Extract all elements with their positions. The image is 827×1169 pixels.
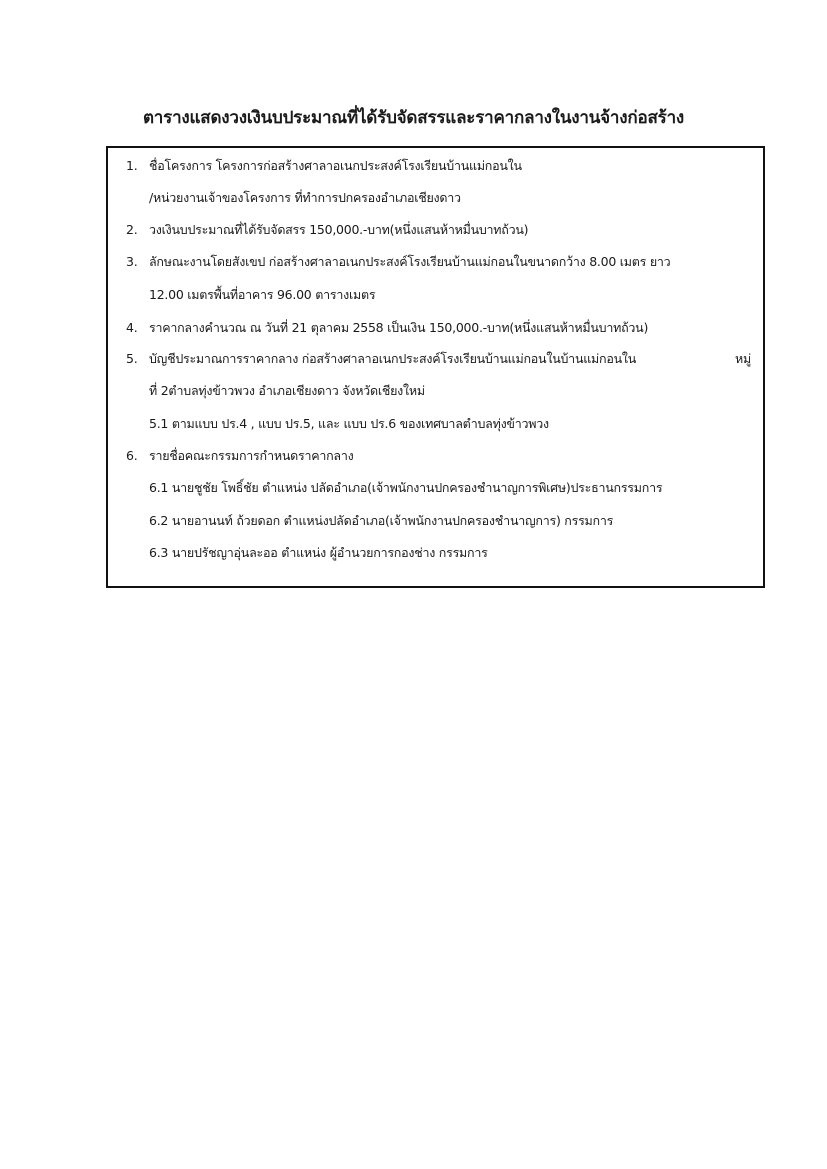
item-text: ลักษณะงานโดยสังเขป ก่อสร้างศาลาอเนกประสงค์โรงเรียนบ้านแม่กอนในขนาดกว้าง 8.00 เมตร ยาว bbox=[149, 254, 671, 269]
item-number: 1. bbox=[126, 158, 138, 173]
document-title: ตารางแสดงวงเงินบประมาณที่ได้รับจัดสรรและราคากลางในงานจ้างก่อสร้าง bbox=[142, 108, 685, 128]
item-text: บัญชีประมาณการราคากลาง ก่อสร้างศาลาอเนกประสงค์โรงเรียนบ้านแม่กอนในบ้านแม่กอนใน bbox=[149, 351, 637, 366]
item-text: ที่ 2ตำบลทุ่งข้าวพวง อำเภอเชียงดาว จังหวัดเชียงใหม่ bbox=[149, 383, 425, 398]
item-text: 6.1 นายชูชัย โพธิ์ชัย ตำแหน่ง ปลัดอำเภอ(เจ้าพนักงานปกครองชำนาญการพิเศษ)ประธานกรรมการ bbox=[149, 480, 663, 495]
item-text: วงเงินบประมาณที่ได้รับจัดสรร 150,000.-บาท(หนึ่งแสนห้าหมื่นบาทถ้วน) bbox=[149, 222, 529, 237]
item-number: 5. bbox=[126, 351, 138, 366]
item-2-line bbox=[108, 215, 763, 245]
item-5-line bbox=[108, 344, 763, 374]
item-6-2-line bbox=[108, 506, 763, 536]
item-4-line bbox=[108, 313, 763, 343]
item-number: 2. bbox=[126, 222, 138, 237]
item-text: 6.2 นายอานนท์ ถ้วยดอก ตำแหน่งปลัดอำเภอ(เจ้าพนักงานปกครองชำนาญการ) กรรมการ bbox=[149, 513, 614, 528]
item-text: 12.00 เมตรพื้นที่อาคาร 96.00 ตารางเมตร bbox=[149, 287, 376, 302]
item-6-3-line bbox=[108, 538, 763, 568]
item-number: 4. bbox=[126, 320, 138, 335]
item-text: 6.3 นายปรัชญาอุ่นละออ ตำแหน่ง ผู้อำนวยการกองช่าง กรรมการ bbox=[149, 545, 488, 560]
item-number: 6. bbox=[126, 448, 138, 463]
item-5-1-line bbox=[108, 409, 763, 439]
item-text: /หน่วยงานเจ้าของโครงการ ที่ทำการปกครองอำเภอเชียงดาว bbox=[149, 190, 461, 205]
item-6-1-line bbox=[108, 473, 763, 503]
item-1-line bbox=[108, 151, 763, 181]
item-number: 3. bbox=[126, 254, 138, 269]
item-5-continuation bbox=[108, 376, 763, 406]
item-text: รายชื่อคณะกรรมการกำหนดราคากลาง bbox=[149, 448, 354, 463]
item-3-line bbox=[108, 247, 763, 277]
item-text: ราคากลางคำนวณ ณ วันที่ 21 ตุลาคม 2558 เป็นเงิน 150,000.-บาท(หนึ่งแสนห้าหมื่นบาทถ้วน) bbox=[149, 320, 649, 335]
item-text: ชื่อโครงการ โครงการก่อสร้างศาลาอเนกประสงค์โรงเรียนบ้านแม่กอนใน bbox=[149, 158, 522, 173]
item-1-continuation bbox=[108, 183, 763, 213]
item-6-line bbox=[108, 441, 763, 471]
item-text: 5.1 ตามแบบ ปร.4 , แบบ ปร.5, และ แบบ ปร.6 ของเทศบาลตำบลทุ่งข้าวพวง bbox=[149, 416, 549, 431]
item-text-tail: หมู่ bbox=[735, 351, 751, 366]
item-3-continuation bbox=[108, 280, 763, 310]
project-info-box bbox=[106, 146, 765, 588]
